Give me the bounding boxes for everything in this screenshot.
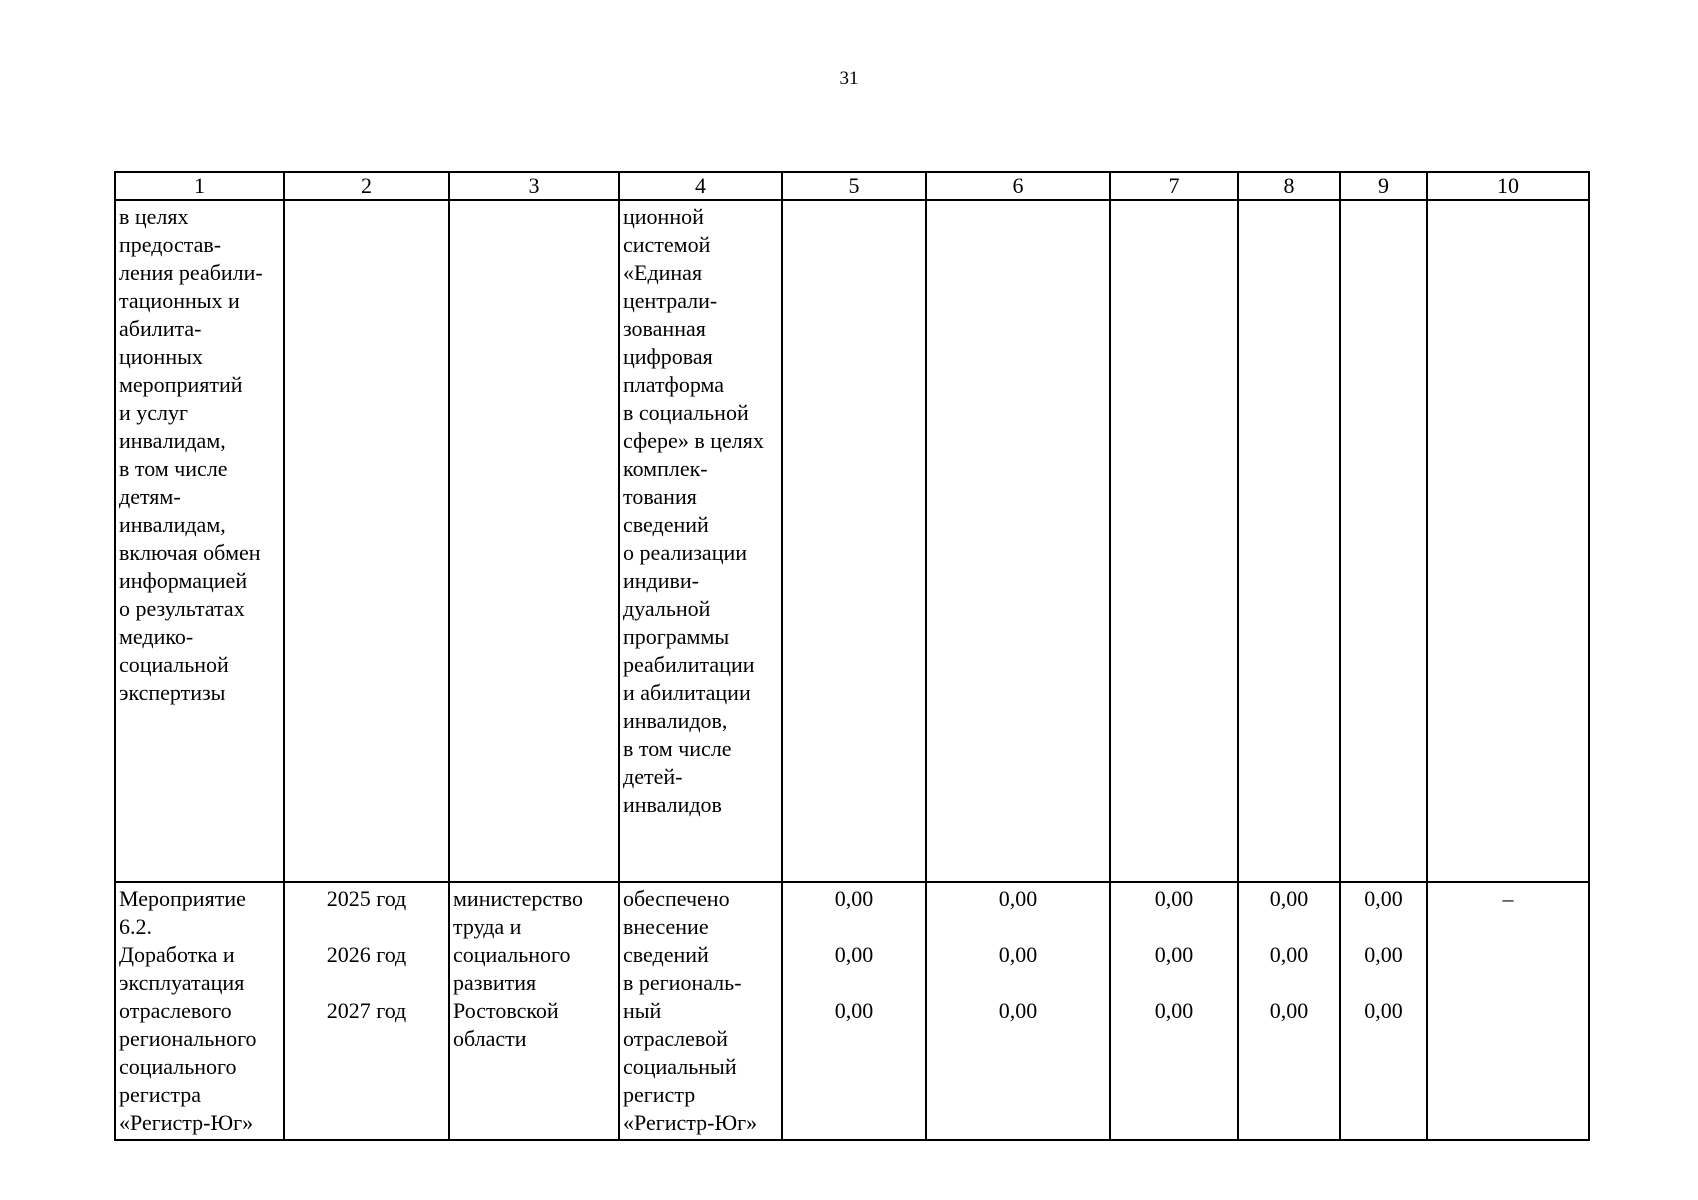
- executor-text: министерство труда и социального развития Ростовской области: [453, 886, 584, 1051]
- dash-text: –: [1502, 886, 1514, 911]
- cell-value-7: [1110, 882, 1238, 1140]
- header-cell-8: 8: [1238, 172, 1340, 200]
- header-cell-7: 7: [1110, 172, 1238, 200]
- cell-empty: [284, 200, 449, 882]
- values-col-5: 0,00 0,00 0,00: [834, 886, 874, 1023]
- cell-empty: [1110, 200, 1238, 882]
- cell-executor: [449, 882, 619, 1140]
- header-cell-10: 10: [1427, 172, 1589, 200]
- values-col-7: 0,00 0,00 0,00: [1154, 886, 1194, 1023]
- header-cell-9: 9: [1340, 172, 1427, 200]
- cell-measure-name: [115, 882, 284, 1140]
- cell-empty: [449, 200, 619, 882]
- cell-result: [619, 200, 782, 882]
- cell-empty: [926, 200, 1110, 882]
- description-text: в целях предостав- ления реабили- тационных и абилита- ционных мероприятий и услуг инвалидам, в том числе детям- инвалидам, включая обмен информацией о результатах медико- социальной экспертизы: [119, 204, 263, 705]
- cell-value-5: [782, 882, 926, 1140]
- cell-value-10: [1427, 882, 1589, 1140]
- header-cell-3: 3: [449, 172, 619, 200]
- header-cell-4: 4: [619, 172, 782, 200]
- years-text: 2025 год 2026 год 2027 год: [326, 886, 407, 1023]
- cell-value-9: [1340, 882, 1427, 1140]
- table-row-continuation: [115, 200, 1589, 882]
- header-cell-5: 5: [782, 172, 926, 200]
- result-text: обеспечено внесение сведений в региональ- ный отраслевой социальный регистр «Регистр-Юг»: [623, 886, 758, 1135]
- header-cell-1: 1: [115, 172, 284, 200]
- cell-empty: [782, 200, 926, 882]
- measure-name-text: Мероприятие 6.2. Доработка и эксплуатация отраслевого регионального социального регистра «Регистр-Юг»: [119, 886, 257, 1135]
- cell-value-6: [926, 882, 1110, 1140]
- values-col-6: 0,00 0,00 0,00: [998, 886, 1038, 1023]
- cell-value-8: [1238, 882, 1340, 1140]
- cell-empty: [1340, 200, 1427, 882]
- cell-years: [284, 882, 449, 1140]
- table-row-measure: [115, 882, 1589, 1140]
- values-col-9: 0,00 0,00 0,00: [1364, 886, 1403, 1023]
- cell-empty: [1238, 200, 1340, 882]
- header-row: [115, 172, 1589, 200]
- page-number: 31: [839, 68, 859, 89]
- header-cell-6: 6: [926, 172, 1110, 200]
- cell-empty: [1427, 200, 1589, 882]
- cell-description: [115, 200, 284, 882]
- header-cell-2: 2: [284, 172, 449, 200]
- data-table: [114, 171, 1590, 1141]
- result-text: ционной системой «Единая централи- зованная цифровая платформа в социальной сфере» в целях комплек- тования сведений о реализации индиви- дуальной программы реабилитации и абилитации инвалидов, в том числе детей- инвалидов: [623, 204, 764, 817]
- cell-result: [619, 882, 782, 1140]
- values-col-8: 0,00 0,00 0,00: [1269, 886, 1309, 1023]
